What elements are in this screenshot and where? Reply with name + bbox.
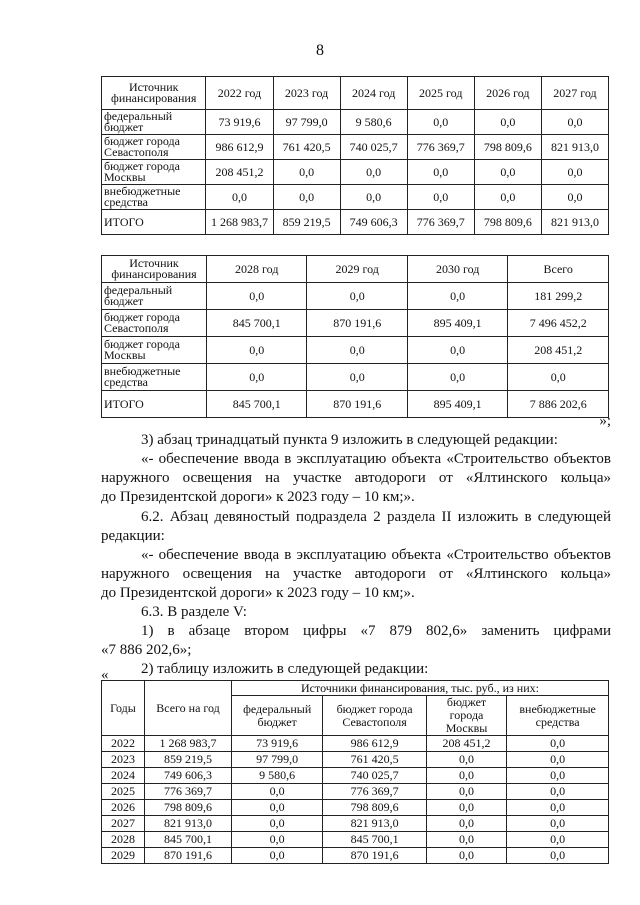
table-cell: 776 369,7 (407, 135, 474, 160)
column-header: 2028 год (207, 256, 307, 283)
table-cell: 0,0 (407, 185, 474, 210)
paragraph-line: «- обеспечение ввода в эксплуатацию объекта «Строительство объектов (141, 547, 611, 563)
table-cell: 895 409,1 (407, 391, 507, 418)
funding-by-year-body (102, 681, 609, 864)
column-header: Источник финансирования (102, 77, 206, 110)
table-cell: 0,0 (232, 816, 323, 832)
column-header: внебюджетные средства (507, 696, 609, 736)
table-cell: 0,0 (426, 816, 507, 832)
table-cell: 859 219,5 (273, 210, 340, 235)
table-cell: 7 496 452,2 (508, 310, 609, 337)
table-cell: 181 299,2 (508, 283, 609, 310)
paragraph-line: «- обеспечение ввода в эксплуатацию объекта «Строительство объектов (141, 451, 611, 467)
table-cell: 821 913,0 (541, 210, 608, 235)
table-cell: 97 799,0 (232, 752, 323, 768)
row-label: бюджет города Москвы (102, 337, 207, 364)
table-cell: 740 025,7 (323, 768, 426, 784)
table-cell: 0,0 (273, 185, 340, 210)
table-cell: 859 219,5 (145, 752, 232, 768)
table-cell: 798 809,6 (474, 210, 541, 235)
table-cell: 0,0 (508, 364, 609, 391)
table-header-row (102, 77, 609, 110)
table-cell: 0,0 (407, 283, 507, 310)
table-cell: 0,0 (207, 337, 307, 364)
table-row (102, 210, 609, 235)
row-year: 2026 (102, 800, 145, 816)
table-cell: 7 886 202,6 (508, 391, 609, 418)
table-cell: 1 268 983,7 (206, 210, 273, 235)
table-row (102, 832, 609, 848)
table-cell: 0,0 (541, 160, 608, 185)
table-cell: 0,0 (207, 364, 307, 391)
page-number: 8 (316, 42, 324, 59)
table-cell: 0,0 (474, 185, 541, 210)
table-cell: 870 191,6 (323, 848, 426, 864)
table-cell: 845 700,1 (323, 832, 426, 848)
table-cell: 798 809,6 (474, 135, 541, 160)
table-cell: 821 913,0 (145, 816, 232, 832)
table-cell: 0,0 (507, 848, 609, 864)
table-cell: 870 191,6 (307, 310, 407, 337)
funding-table-2028-total (101, 255, 609, 418)
table-cell: 0,0 (426, 848, 507, 864)
paragraph-line: до Президентской дороги» к 2023 году – 10 км;». (101, 489, 415, 505)
table-cell: 97 799,0 (273, 110, 340, 135)
table-cell: 740 025,7 (340, 135, 407, 160)
table-row (102, 816, 609, 832)
paragraph-item-2: 2) таблицу изложить в следующей редакции: (141, 661, 429, 677)
table-cell: 208 451,2 (426, 736, 507, 752)
column-header: 2029 год (307, 256, 407, 283)
table-cell: 0,0 (507, 784, 609, 800)
table-cell: 821 913,0 (541, 135, 608, 160)
table-cell: 0,0 (426, 784, 507, 800)
paragraph-line: 1) в абзаце втором цифры «7 879 802,6» заменить цифрами (141, 623, 611, 639)
table-cell: 0,0 (340, 185, 407, 210)
row-label: федеральный бюджет (102, 283, 207, 310)
table-cell: 73 919,6 (232, 736, 323, 752)
table-cell: 0,0 (307, 283, 407, 310)
table-cell: 0,0 (507, 816, 609, 832)
closing-quote: »; (599, 413, 611, 429)
table-cell: 895 409,1 (407, 310, 507, 337)
row-label: бюджет города Москвы (102, 160, 206, 185)
table-cell: 0,0 (541, 185, 608, 210)
table-cell: 0,0 (407, 337, 507, 364)
table-cell: 986 612,9 (323, 736, 426, 752)
funding-table-body (102, 77, 609, 235)
table-cell: 845 700,1 (145, 832, 232, 848)
column-header: 2027 год (541, 77, 608, 110)
table-cell: 0,0 (307, 337, 407, 364)
row-label: федеральный бюджет (102, 110, 206, 135)
row-label: ИТОГО (102, 391, 207, 418)
column-header: Источник финансирования (102, 256, 207, 283)
paragraph-line: наружного освещения на участке автодороги от «Ялтинского кольца» (101, 566, 611, 582)
table-cell: 0,0 (507, 736, 609, 752)
row-year: 2023 (102, 752, 145, 768)
row-label: внебюджетные средства (102, 364, 207, 391)
table-cell: 0,0 (426, 832, 507, 848)
column-header: Всего (508, 256, 609, 283)
column-header: 2023 год (273, 77, 340, 110)
table-cell: 0,0 (474, 160, 541, 185)
table-cell: 0,0 (232, 848, 323, 864)
table-cell: 0,0 (541, 110, 608, 135)
column-header: 2022 год (206, 77, 273, 110)
column-header-total: Всего на год (145, 681, 232, 736)
table-cell: 986 612,9 (206, 135, 273, 160)
table-cell: 0,0 (407, 364, 507, 391)
paragraph-line: редакции: (101, 528, 165, 544)
table-row (102, 768, 609, 784)
table-cell: 0,0 (232, 784, 323, 800)
column-header: бюджет города Севастополя (323, 696, 426, 736)
table-row (102, 310, 609, 337)
table-row (102, 364, 609, 391)
row-label: бюджет города Севастополя (102, 310, 207, 337)
table-cell: 749 606,3 (340, 210, 407, 235)
row-year: 2022 (102, 736, 145, 752)
table-cell: 798 809,6 (145, 800, 232, 816)
table-cell: 845 700,1 (207, 391, 307, 418)
table-row (102, 800, 609, 816)
table-cell: 0,0 (507, 800, 609, 816)
table-cell: 73 919,6 (206, 110, 273, 135)
table-cell: 870 191,6 (145, 848, 232, 864)
column-header: 2026 год (474, 77, 541, 110)
row-label: внебюджетные средства (102, 185, 206, 210)
table-cell: 0,0 (426, 800, 507, 816)
column-header: бюджет города Москвы (426, 696, 507, 736)
table-cell: 0,0 (407, 160, 474, 185)
table-cell: 845 700,1 (207, 310, 307, 337)
column-header: 2024 год (340, 77, 407, 110)
table-cell: 798 809,6 (323, 800, 426, 816)
row-year: 2029 (102, 848, 145, 864)
table-cell: 208 451,2 (508, 337, 609, 364)
table-cell: 0,0 (307, 364, 407, 391)
table-row (102, 185, 609, 210)
table-cell: 0,0 (407, 110, 474, 135)
table-header-row (102, 256, 609, 283)
column-header: 2030 год (407, 256, 507, 283)
row-label: бюджет города Севастополя (102, 135, 206, 160)
table-cell: 0,0 (426, 752, 507, 768)
open-quote: « (101, 667, 109, 683)
table-cell: 776 369,7 (407, 210, 474, 235)
table-cell: 0,0 (273, 160, 340, 185)
column-group-header: Источники финансирования, тыс. руб., из них: (232, 681, 609, 696)
table-cell: 821 913,0 (323, 816, 426, 832)
column-header: 2025 год (407, 77, 474, 110)
table-cell: 208 451,2 (206, 160, 273, 185)
table-row (102, 135, 609, 160)
table-cell: 0,0 (206, 185, 273, 210)
table-cell: 0,0 (507, 832, 609, 848)
funding-by-year-table (101, 680, 609, 864)
table-row (102, 110, 609, 135)
paragraph-line: до Президентской дороги» к 2023 году – 10 км;». (101, 585, 415, 601)
table-cell: 0,0 (474, 110, 541, 135)
table-cell: 0,0 (507, 752, 609, 768)
table-cell: 776 369,7 (145, 784, 232, 800)
table-cell: 0,0 (340, 160, 407, 185)
table-row (102, 736, 609, 752)
table-cell: 0,0 (507, 768, 609, 784)
table-cell: 0,0 (207, 283, 307, 310)
table-row (102, 848, 609, 864)
row-year: 2025 (102, 784, 145, 800)
table-row (102, 283, 609, 310)
paragraph-item-3: 3) абзац тринадцатый пункта 9 изложить в следующей редакции: (141, 432, 558, 448)
row-label: ИТОГО (102, 210, 206, 235)
table-cell: 0,0 (232, 832, 323, 848)
paragraph-line: наружного освещения на участке автодороги от «Ялтинского кольца» (101, 470, 611, 486)
table-cell: 0,0 (232, 800, 323, 816)
table-row (102, 160, 609, 185)
funding-table-body (102, 256, 609, 418)
table-cell: 1 268 983,7 (145, 736, 232, 752)
table-cell: 0,0 (426, 768, 507, 784)
table-header-row (102, 681, 609, 696)
table-cell: 761 420,5 (323, 752, 426, 768)
table-cell: 9 580,6 (340, 110, 407, 135)
table-cell: 749 606,3 (145, 768, 232, 784)
table-cell: 761 420,5 (273, 135, 340, 160)
table-cell: 776 369,7 (323, 784, 426, 800)
table-cell: 870 191,6 (307, 391, 407, 418)
funding-table-2022-2027 (101, 76, 609, 235)
row-year: 2027 (102, 816, 145, 832)
table-cell: 9 580,6 (232, 768, 323, 784)
paragraph-section-v: 6.3. В разделе V: (141, 604, 247, 620)
paragraph-line: «7 886 202,6»; (101, 642, 192, 658)
column-header-years: Годы (102, 681, 145, 736)
paragraph-line: 6.2. Абзац девяностый подраздела 2 раздела II изложить в следующей (141, 509, 611, 525)
table-row (102, 337, 609, 364)
row-year: 2028 (102, 832, 145, 848)
table-row (102, 752, 609, 768)
column-header: федеральный бюджет (232, 696, 323, 736)
row-year: 2024 (102, 768, 145, 784)
table-row (102, 784, 609, 800)
